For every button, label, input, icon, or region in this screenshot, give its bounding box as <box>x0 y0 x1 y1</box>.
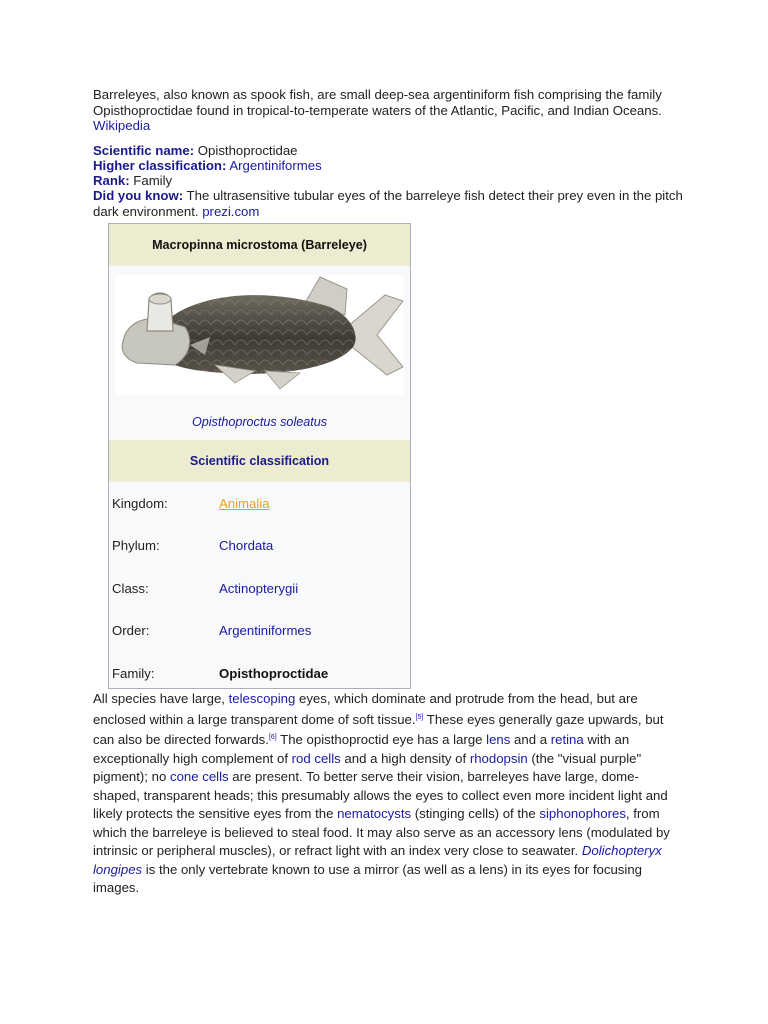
telescoping-link[interactable]: telescoping <box>228 691 296 706</box>
body-text-5: and a <box>510 732 551 747</box>
cone-cells-link[interactable]: cone cells <box>169 769 229 784</box>
fish-illustration <box>115 275 406 395</box>
nematocysts-link[interactable]: nematocysts <box>337 806 412 821</box>
summary-section <box>93 87 683 219</box>
rod-cells-link[interactable]: rod cells <box>291 750 341 766</box>
rhodopsin-link[interactable]: rhodopsin <box>469 750 528 766</box>
scientific-name-label: Scientific name: <box>93 142 195 158</box>
higher-classification-label: Higher classification: <box>93 157 227 173</box>
rank-label: Rank: <box>93 173 130 189</box>
did-you-know-label: Did you know: <box>93 188 184 204</box>
class-label: Class: <box>112 580 149 596</box>
scientific-name-value: Opisthoproctidae <box>194 142 298 158</box>
body-text-9: are present. To better serve their vision, barreleyes have large, dome-shaped, transparent heads; this presumably allows the eyes to collect even more incident light and likely protects the sensitive eyes from the <box>93 769 668 821</box>
higher-classification-link[interactable]: Argentiniformes <box>229 157 322 173</box>
fact-rank <box>93 173 683 188</box>
image-caption[interactable] <box>109 415 410 435</box>
body-text-6: with an exceptionally high complement of <box>93 732 630 766</box>
citation-5[interactable]: [5] <box>415 713 424 721</box>
body-text-7: and a high density of <box>340 750 470 766</box>
wikipedia-link[interactable]: Wikipedia <box>93 118 151 134</box>
kingdom-label: Kingdom: <box>112 495 168 511</box>
body-text-3: These eyes generally gaze upwards, but can also be directed forwards. <box>93 711 664 747</box>
dolichopteryx-link[interactable]: Dolichopteryx longipes <box>93 843 662 877</box>
class-link[interactable]: Actinopterygii <box>219 580 299 596</box>
taxobox-row-kingdom <box>109 482 410 525</box>
fact-higher-classification <box>93 158 683 173</box>
taxobox-row-class <box>109 567 410 610</box>
taxobox-row-family <box>109 652 410 695</box>
family-label: Family: <box>112 665 155 681</box>
intro-text: Barreleyes, also known as spook fish, are small deep-sea argentiniform fish comprising the family Opisthoproctidae found in tropical-to-temperate waters of the Atlantic, Pacific, and Indian Oceans. <box>93 87 662 118</box>
siphonophores-link[interactable]: siphonophores <box>539 806 626 821</box>
scientific-classification-header: Scientific classification <box>109 440 410 482</box>
retina-link[interactable]: retina <box>550 732 584 747</box>
body-text-4: The opisthoproctid eye has a large <box>276 732 487 747</box>
order-label: Order: <box>112 623 150 639</box>
prezi-link[interactable]: prezi.com <box>202 203 260 219</box>
phylum-label: Phylum: <box>112 538 160 554</box>
rank-value: Family <box>129 173 173 189</box>
taxobox-title: Macropinna microstoma (Barreleye) <box>109 224 410 266</box>
body-text-10: (stinging cells) of the <box>411 806 540 821</box>
phylum-link[interactable]: Chordata <box>219 538 274 554</box>
quick-facts <box>93 143 683 219</box>
taxobox-row-order <box>109 610 410 653</box>
body-text-11: , from which the barreleye is believed to steal food. It may also serve as an accessory lens (modulated by intrinsic or peripheral muscles), or refract light with an index very close to seawater. <box>93 806 670 858</box>
kingdom-link[interactable]: Animalia <box>219 495 270 511</box>
article-body <box>93 690 683 898</box>
order-link[interactable]: Argentiniformes <box>219 623 312 639</box>
fact-scientific-name <box>93 143 683 158</box>
body-text-2: eyes, which dominate and protrude from the head, but are enclosed within a large transparent dome of soft tissue. <box>93 691 638 727</box>
body-text-12: is the only vertebrate known to use a mirror (as well as a lens) in its eyes for focusing images. <box>93 861 643 895</box>
lens-link[interactable]: lens <box>486 732 511 747</box>
caption-link[interactable]: Opisthoproctus soleatus <box>191 415 328 429</box>
taxobox <box>108 223 411 689</box>
taxobox-row-phylum <box>109 525 410 568</box>
body-text-8: (the "visual purple" pigment); no <box>93 750 642 784</box>
did-you-know-text: The ultrasensitive tubular eyes of the barreleye fish detect their prey even in the pitch dark environment. <box>93 188 683 219</box>
barreleye-fish-image <box>115 275 404 395</box>
family-value: Opisthoproctidae <box>219 665 329 681</box>
intro-paragraph <box>93 87 683 134</box>
fact-did-you-know <box>93 188 683 218</box>
citation-6[interactable]: [6] <box>268 734 277 741</box>
body-text-1: All species have large, <box>93 691 229 706</box>
body-paragraph <box>93 690 683 898</box>
